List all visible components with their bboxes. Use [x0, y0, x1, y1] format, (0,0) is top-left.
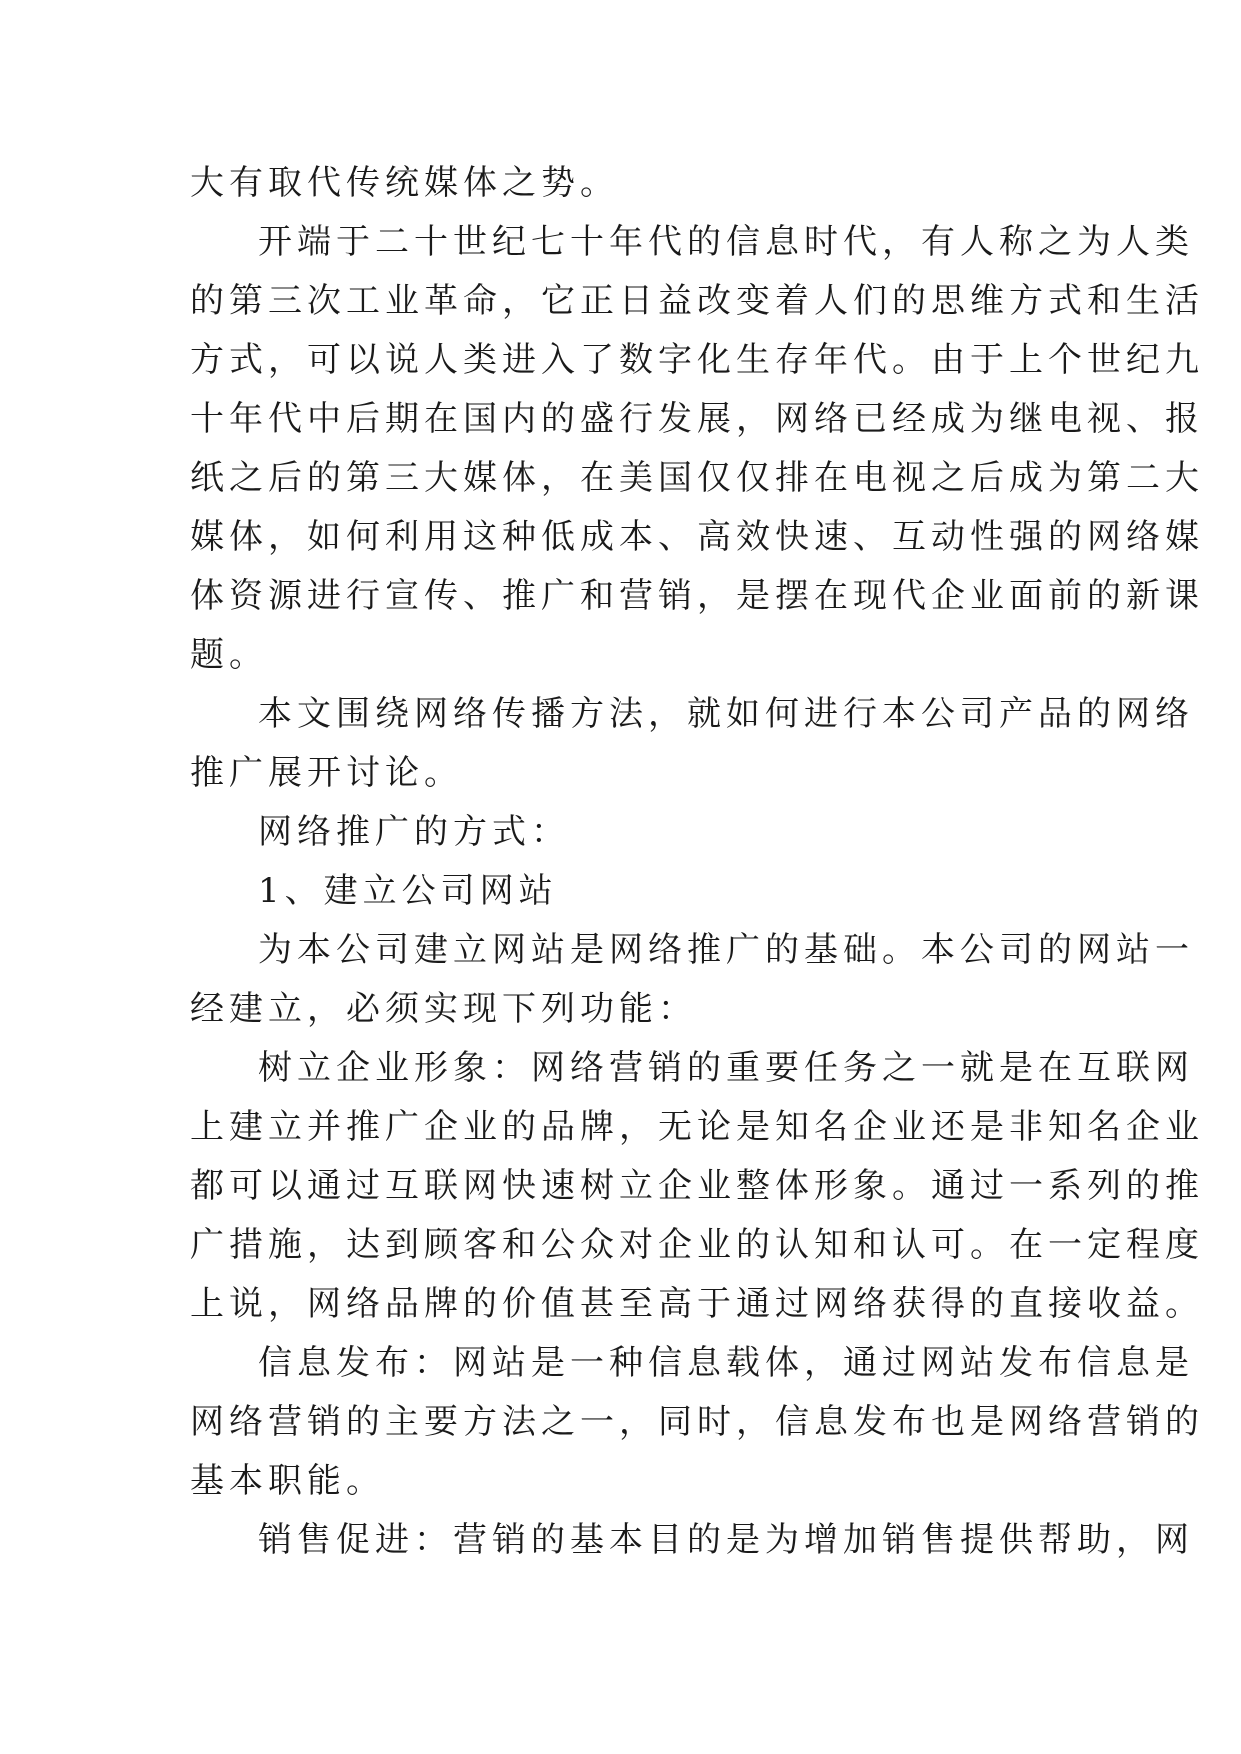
text-line: 的第三次工业革命，它正日益改变着人们的思维方式和生活: [190, 281, 1204, 321]
text-line: 题。: [190, 635, 268, 675]
text-line: 1、建立公司网站: [258, 871, 558, 911]
text-line: 都可以通过互联网快速树立企业整体形象。通过一系列的推: [190, 1166, 1204, 1206]
text-line: 方式，可以说人类进入了数字化生存年代。由于上个世纪九: [190, 340, 1204, 380]
text-line: 经建立，必须实现下列功能：: [190, 989, 697, 1029]
text-line: 广措施，达到顾客和公众对企业的认知和认可。在一定程度: [190, 1225, 1204, 1265]
text-line: 媒体，如何利用这种低成本、高效快速、互动性强的网络媒: [190, 517, 1204, 557]
text-line: 树立企业形象：网络营销的重要任务之一就是在互联网: [258, 1048, 1194, 1088]
text-line: 网络推广的方式：: [258, 812, 570, 852]
text-line: 本文围绕网络传播方法，就如何进行本公司产品的网络: [258, 694, 1194, 734]
text-line: 上建立并推广企业的品牌，无论是知名企业还是非知名企业: [190, 1107, 1204, 1147]
text-line: 基本职能。: [190, 1461, 385, 1501]
body-text: [190, 154, 1204, 1570]
text-line: 十年代中后期在国内的盛行发展，网络已经成为继电视、报: [190, 399, 1204, 439]
text-line: 信息发布：网站是一种信息载体，通过网站发布信息是: [258, 1343, 1194, 1383]
text-line: 网络营销的主要方法之一，同时，信息发布也是网络营销的: [190, 1402, 1204, 1442]
text-line: 纸之后的第三大媒体，在美国仅仅排在电视之后成为第二大: [190, 458, 1204, 498]
text-line: 体资源进行宣传、推广和营销，是摆在现代企业面前的新课: [190, 576, 1204, 616]
text-line: 大有取代传统媒体之势。: [190, 163, 619, 203]
text-line: 开端于二十世纪七十年代的信息时代，有人称之为人类: [258, 222, 1194, 262]
text-line: 上说，网络品牌的价值甚至高于通过网络获得的直接收益。: [190, 1284, 1204, 1324]
text-line: 推广展开讨论。: [190, 753, 463, 793]
text-line: 销售促进：营销的基本目的是为增加销售提供帮助，网: [258, 1520, 1194, 1560]
text-line: 为本公司建立网站是网络推广的基础。本公司的网站一: [258, 930, 1194, 970]
